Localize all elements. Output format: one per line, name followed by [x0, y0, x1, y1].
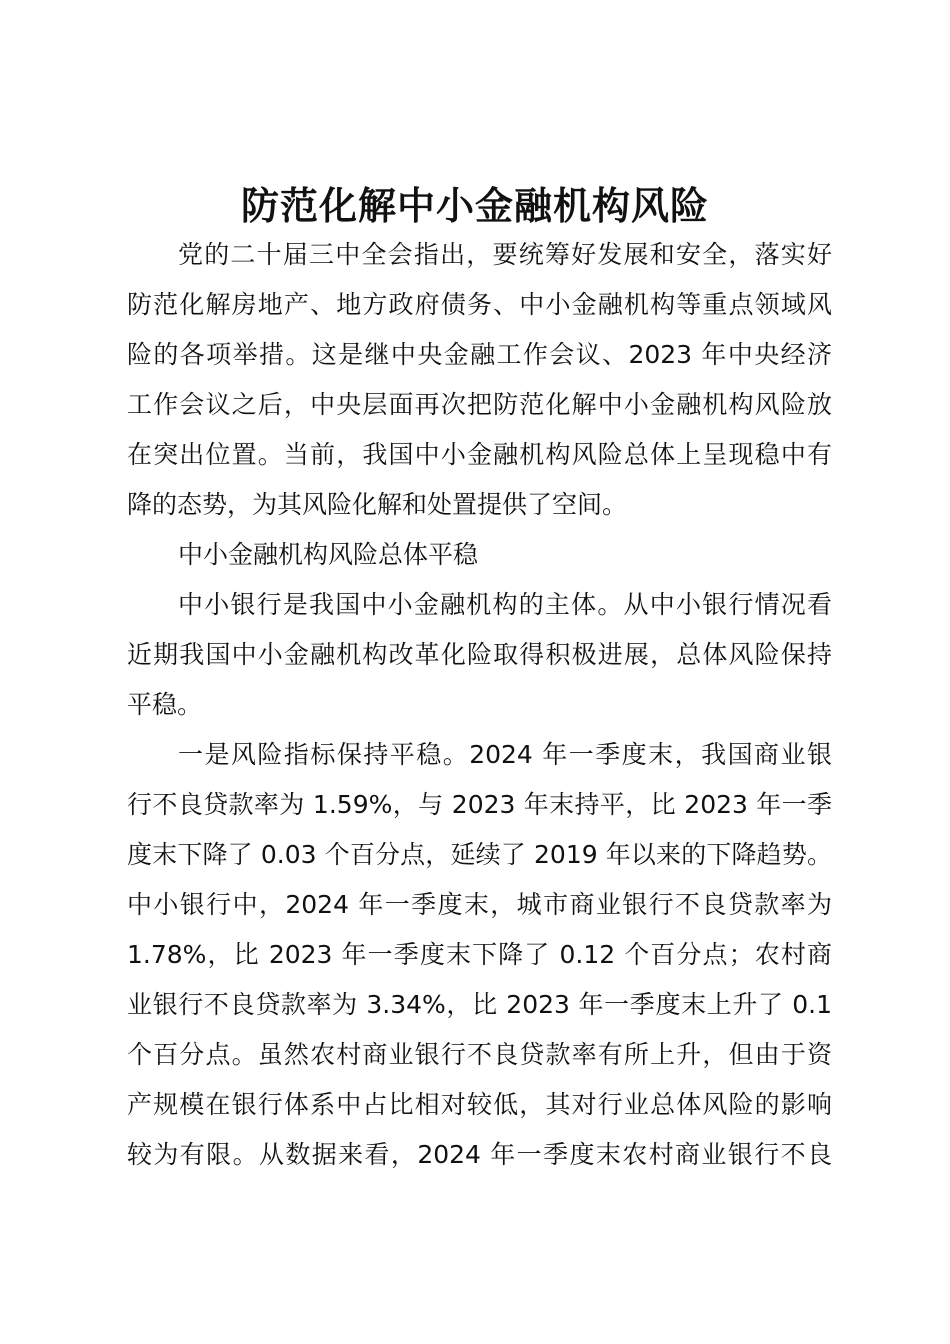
paragraph-line: 中小银行中，2024 年一季度末，城市商业银行不良贷款率为: [127, 890, 832, 919]
paragraph-line: 近期我国中小金融机构改革化险取得积极进展，总体风险保持: [127, 640, 832, 669]
paragraph-line: 降的态势，为其风险化解和处置提供了空间。: [127, 490, 628, 519]
paragraph-line: 行不良贷款率为 1.59%，与 2023 年末持平，比 2023 年一季: [127, 790, 832, 819]
paragraph-line: 平稳。: [127, 690, 203, 719]
paragraph-line: 较为有限。从数据来看，2024 年一季度末农村商业银行不良: [127, 1140, 832, 1169]
paragraph-line: 个百分点。虽然农村商业银行不良贷款率有所上升，但由于资: [127, 1040, 832, 1069]
paragraph-line: 中小银行是我国中小金融机构的主体。从中小银行情况看: [178, 590, 832, 619]
paragraph-line: 产规模在银行体系中占比相对较低，其对行业总体风险的影响: [127, 1090, 832, 1119]
paragraph-line: 防范化解房地产、地方政府债务、中小金融机构等重点领域风: [127, 290, 832, 319]
document-title: 防范化解中小金融机构风险: [240, 184, 709, 228]
paragraph-line: 度末下降了 0.03 个百分点，延续了 2019 年以来的下降趋势。: [127, 840, 832, 869]
paragraph-line: 1.78%，比 2023 年一季度末下降了 0.12 个百分点；农村商: [127, 940, 832, 969]
paragraph-line: 业银行不良贷款率为 3.34%，比 2023 年一季度末上升了 0.1: [127, 990, 832, 1019]
paragraph-line: 一是风险指标保持平稳。2024 年一季度末，我国商业银: [178, 740, 832, 769]
paragraph-line: 工作会议之后，中央层面再次把防范化解中小金融机构风险放: [127, 390, 832, 419]
paragraph-line: 党的二十届三中全会指出，要统筹好发展和安全，落实好: [178, 240, 832, 269]
paragraph-line: 在突出位置。当前，我国中小金融机构风险总体上呈现稳中有: [127, 440, 832, 469]
section-heading: 中小金融机构风险总体平稳: [178, 540, 479, 569]
paragraph-line: 险的各项举措。这是继中央金融工作会议、2023 年中央经济: [127, 340, 832, 369]
